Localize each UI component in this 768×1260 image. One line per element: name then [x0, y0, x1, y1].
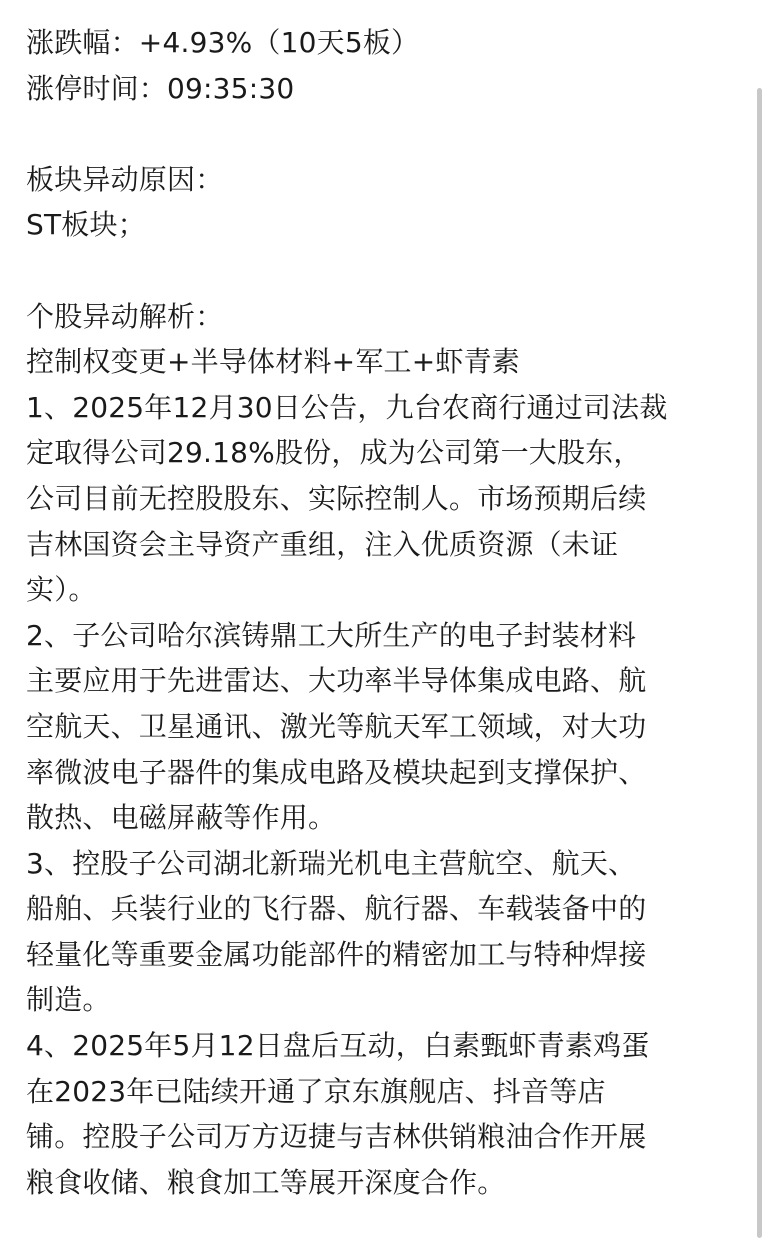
analysis-point-1 [26, 385, 746, 613]
point-line: 粮食收储、粮食加工等展开深度合作。 [26, 1165, 506, 1199]
point-line: 4、2025年5月12日盘后互动，白素甄虾青素鸡蛋 [26, 1029, 650, 1063]
spacer [26, 111, 746, 157]
point-line: 1、2025年12月30日公告，九台农商行通过司法裁 [26, 390, 668, 424]
point-line: 主要应用于先进雷达、大功率半导体集成电路、航 [26, 664, 647, 698]
point-line: 吉林国资会主导资产重组，注入优质资源（未证 [26, 527, 619, 561]
point-line: 率微波电子器件的集成电路及模块起到支撑保护、 [26, 755, 647, 789]
analysis-heading: 个股异动解析： [26, 299, 224, 333]
point-line: 船舶、兵装行业的飞行器、航行器、车载装备中的 [26, 892, 647, 926]
point-line: 实）。 [26, 573, 97, 607]
analysis-point-4 [26, 1023, 746, 1205]
point-line: 定取得公司29.18%股份，成为公司第一大股东， [26, 436, 642, 470]
price-change-line: 涨跌幅：+4.93%（10天5板） [26, 26, 420, 59]
point-line: 公司目前无控股股东、实际控制人。市场预期后续 [26, 481, 647, 515]
point-line: 铺。控股子公司万方迈捷与吉林供销粮油合作开展 [26, 1120, 647, 1154]
point-line: 轻量化等重要金属功能部件的精密加工与特种焊接 [26, 937, 647, 971]
sector-value: ST板块； [26, 208, 146, 242]
point-line: 3、控股子公司湖北新瑞光机电主营航空、航天、 [26, 846, 637, 880]
point-line: 散热、电磁屏蔽等作用。 [26, 801, 337, 835]
document-body [26, 20, 746, 1205]
spacer [26, 248, 746, 294]
sector-heading: 板块异动原因： [26, 162, 224, 196]
vertical-scrollbar[interactable] [757, 88, 762, 1238]
point-line: 在2023年已陆续开通了京东旗舰店、抖音等店 [26, 1074, 606, 1108]
analysis-point-3 [26, 841, 746, 1023]
point-line: 空航天、卫星通讯、激光等航天军工领域，对大功 [26, 709, 647, 743]
limit-up-time-line: 涨停时间：09:35:30 [26, 71, 295, 105]
point-line: 制造。 [26, 983, 111, 1017]
point-line: 2、子公司哈尔滨铸鼎工大所生产的电子封装材料 [26, 618, 637, 652]
analysis-point-2 [26, 613, 746, 841]
analysis-tags: 控制权变更+半导体材料+军工+虾青素 [26, 345, 520, 379]
